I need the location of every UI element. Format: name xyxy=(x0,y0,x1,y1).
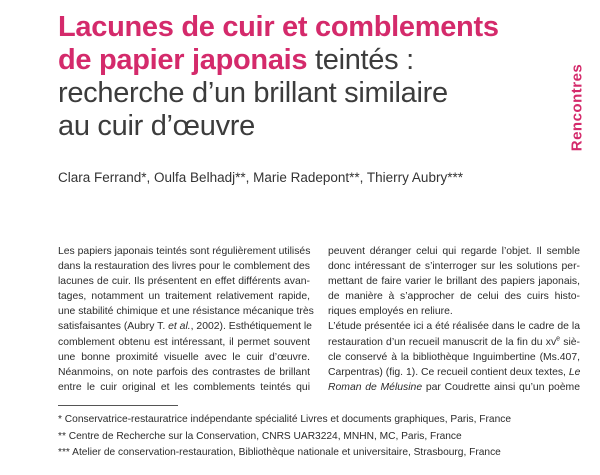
body-text: siè- xyxy=(560,336,580,348)
title-bold-line-2: de papier japonais xyxy=(58,44,308,76)
body-line-melusine xyxy=(328,380,580,395)
body-line-citation xyxy=(58,319,310,334)
body-line: cle conservé à la bibliothèque Inguimbertine (Ms.407, xyxy=(328,351,580,363)
body-line: tages, notamment un traitement relativement rapide, xyxy=(58,291,310,303)
body-line: donc intéressant de s’interroger sur les solutions per- xyxy=(328,261,580,273)
article-title xyxy=(58,11,558,143)
title-light-line-1: teintés : xyxy=(307,44,414,76)
body-line: dans la restauration des livres pour le comblement des xyxy=(58,261,310,273)
body-text: Carpentras) (fig. 1). Ce recueil contient deux textes, xyxy=(328,366,569,378)
century-superscript: e xyxy=(556,335,561,343)
body-line: mettant de faire varier le brillant des papiers japonais, xyxy=(328,276,580,288)
body-line: entre le cuir original et les comblements teintés qui xyxy=(58,381,310,393)
body-italic-text: et al. xyxy=(168,321,191,333)
section-label-text: Rencontres xyxy=(568,63,586,152)
body-column-right xyxy=(328,244,580,395)
authors-line: Clara Ferrand*, Oulfa Belhadj**, Marie Radepont**, Thierry Aubry*** xyxy=(58,170,463,185)
body-text: restauration d’un recueil manuscrit de la fin du xv xyxy=(328,336,557,348)
body-line-texts xyxy=(328,365,580,380)
body-line-century xyxy=(328,335,580,350)
body-line: une stabilité chimique et une résistance mécanique très xyxy=(58,306,314,318)
body-line: Les papiers japonais teintés sont régulièrement utilisés xyxy=(58,246,311,257)
section-label xyxy=(565,55,589,160)
body-text: satisfaisantes (Aubry T. xyxy=(58,321,169,333)
body-line: comblement obtenu est intéressant, il permet souvent xyxy=(58,336,310,348)
title-bold-line-1: Lacunes de cuir et comblements xyxy=(58,11,499,43)
body-line: de manière à s’approcher de celui des cuirs histo- xyxy=(328,291,580,303)
footnotes xyxy=(58,412,511,462)
body-line: L’étude présentée ici a été réalisée dans le cadre de la xyxy=(328,321,580,333)
footnote-1: * Conservatrice-restauratrice indépendante spécialité Livres et documents graphiques, Paris, France xyxy=(58,414,512,425)
body-line: lacunes de cuir. Ils présentent en effet différents avan- xyxy=(58,276,310,288)
footnote-2: ** Centre de Recherche sur la Conservation, CNRS UAR3224, MNHN, MC, Paris, France xyxy=(58,430,462,442)
body-line: une bonne proximité visuelle avec le cuir d’œuvre. xyxy=(58,351,310,363)
body-text: par Coudrette ainsi qu’un poème xyxy=(422,381,580,393)
footnote-3: *** Atelier de conservation-restauration, Bibliothèque nationale et universitaire, Strasbourg, France xyxy=(58,447,501,458)
body-text: , 2002). Esthétiquement le xyxy=(190,321,312,333)
title-light-line-3: au cuir d’œuvre xyxy=(58,110,255,142)
body-line: Néanmoins, on note parfois des contrastes de brillant xyxy=(58,366,310,378)
body-column-left xyxy=(58,244,314,395)
footnote-divider xyxy=(58,405,178,406)
title-light-line-2: recherche d’un brillant similaire xyxy=(58,77,448,109)
body-italic-text: Le xyxy=(568,366,581,378)
body-line: riques employés en reliure. xyxy=(328,306,453,318)
body-line: peuvent déranger celui qui regarde l’objet. Il semble xyxy=(328,246,580,257)
work-title: Roman de Mélusine xyxy=(328,381,423,393)
